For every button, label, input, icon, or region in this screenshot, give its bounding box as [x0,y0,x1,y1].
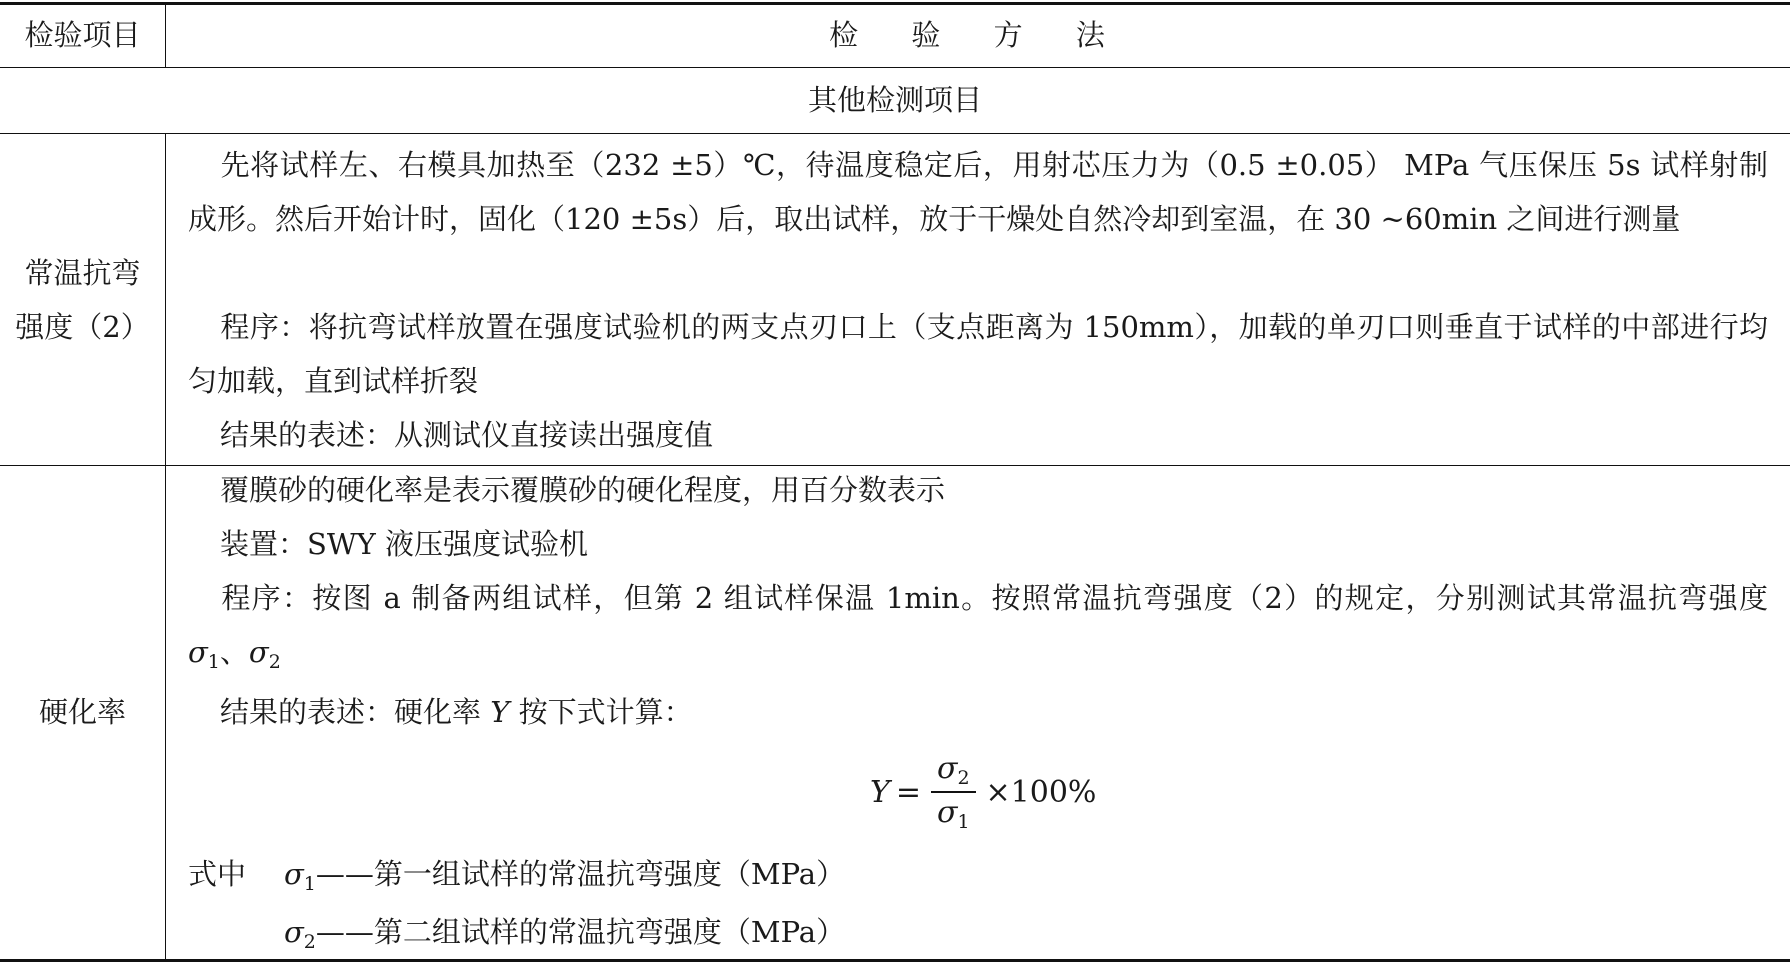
sigma2-symbol: σ [248,635,269,669]
section-title: 其他检测项目 [807,83,982,118]
section-title-cell [0,68,1790,133]
bottom-rule [0,959,1790,962]
row2-paragraph-3 [188,571,1768,689]
y-symbol: Y [490,695,510,729]
row1-item-line2: 强度（2） [15,309,150,344]
row1-p3-text: 结果的表述：从测试仪直接读出强度值 [220,418,714,452]
def1-symbol: σ [284,857,304,891]
row2-paragraph-4 [188,685,1768,739]
def2-subscript: 2 [303,931,316,953]
def2-text: ——第二组试样的常温抗弯强度（MPa） [315,915,846,949]
row2-paragraph-2 [188,517,1768,571]
section-rule [0,133,1790,134]
sigma1-subscript: 1 [207,651,220,673]
header-item-cell [0,4,165,67]
header-method-label: 检 验 方 法 [829,18,1127,53]
definition-1 [188,847,845,911]
def1-text: ——第一组试样的常温抗弯强度（MPa） [315,857,846,891]
sigma-separator: 、 [219,635,249,669]
row1-item-line1: 常温抗弯 [24,255,141,290]
row1-p1-text: 先将试样左、右模具加热至（232 ±5）℃，待温度稳定后，用射芯压力为（0.5 ±0.05） MPa 气压保压 5s 试样射制成形。然后开始计时，固化（120 ±5s）后，取出试样，放于干燥处自然冷却到室温，在 30 ~60min 之间进行测量 [188,148,1768,236]
sigma1-symbol: σ [188,635,208,669]
row2-paragraph-1 [188,463,1768,517]
row1-paragraph-1 [188,138,1768,246]
sigma2-subscript: 2 [268,651,281,673]
formula-fraction [931,751,976,833]
header-method-cell [166,4,1790,67]
formula-numerator: $\sigma_2$ [931,751,976,793]
definition-2 [284,905,845,969]
formula-equals: = [895,774,921,810]
formula-lhs: Y [870,774,890,810]
row2-item-label: 硬化率 [38,695,126,730]
row2-p2-text: 装置：SWY 液压强度试验机 [220,527,589,561]
row2-p3-text: 程序：按图 a 制备两组试样，但第 2 组试样保温 1min。按照常温抗弯强度（2）的规定，分别测试其常温抗弯强度 [220,581,1768,615]
row1-item-cell [0,134,165,465]
row2-item-cell [0,466,165,959]
column-divider-body [165,133,166,961]
row1-p2-text: 程序：将抗弯试样放置在强度试验机的两支点刃口上（支点距离为 150mm），加载的单刃口则垂直于试样的中部进行均匀加载，直到试样折裂 [188,310,1768,398]
where-label: 式中 [188,857,247,891]
def2-symbol: σ [284,915,304,949]
hardening-rate-formula [870,752,1096,832]
row1-paragraph-3 [188,408,1768,462]
row1-paragraph-2 [188,300,1768,408]
formula-times-100: ×100% [985,774,1097,810]
row2-p4-text: 结果的表述：硬化率 [220,695,482,729]
row2-p4-tail: 按下式计算： [518,695,693,729]
header-item-label: 检验项目 [24,18,141,53]
row2-p1-text: 覆膜砂的硬化率是表示覆膜砂的硬化程度，用百分数表示 [220,473,946,507]
formula-denominator: $\sigma_1$ [936,795,970,833]
def1-subscript: 1 [303,873,316,895]
